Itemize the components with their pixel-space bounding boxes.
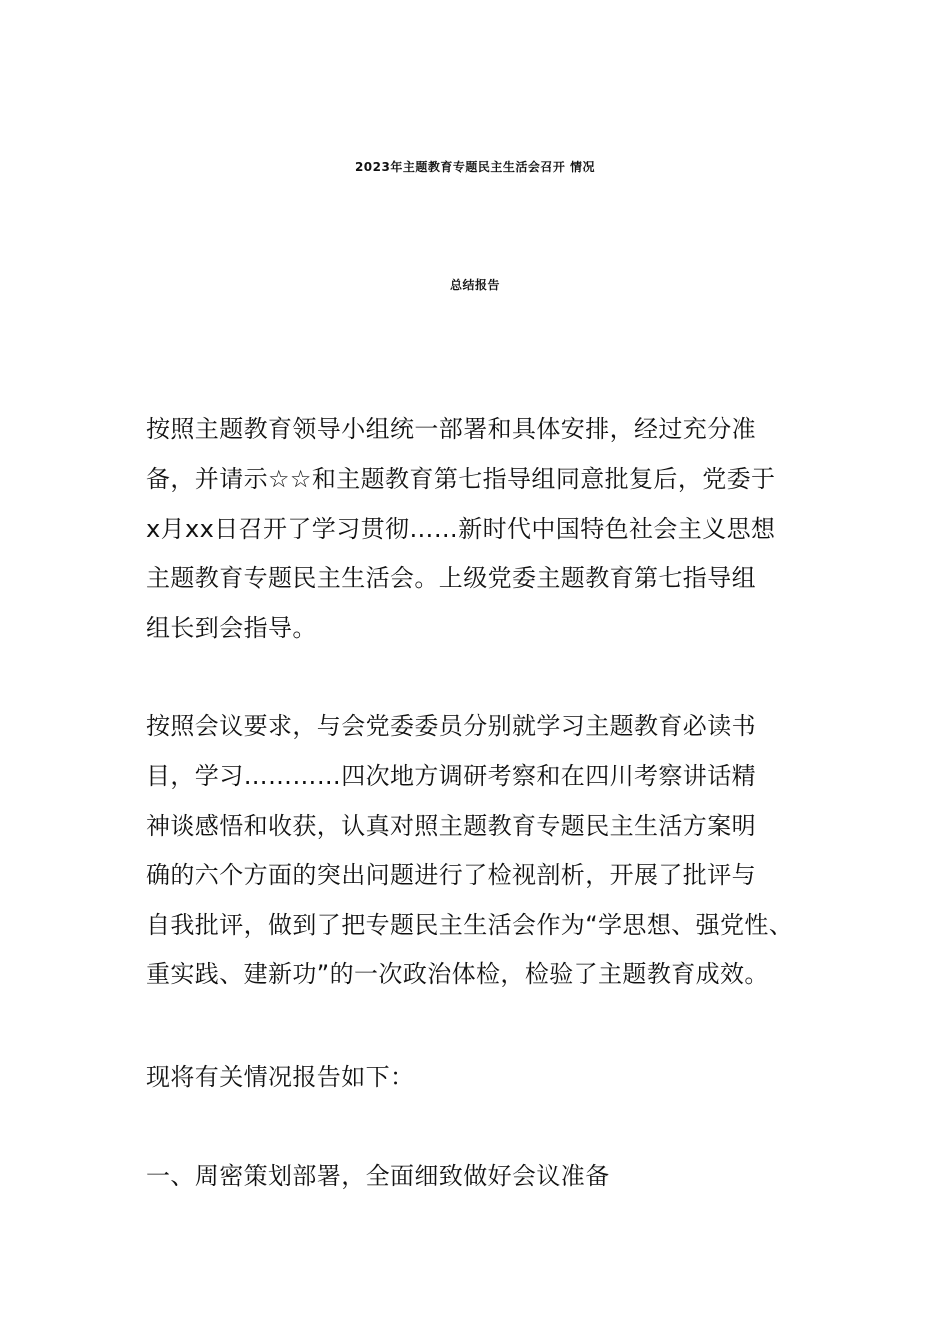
section-1-heading: 一、周密策划部署，全面细致做好会议准备 xyxy=(146,1162,610,1190)
paragraph-2-line: 按照会议要求，与会党委委员分别就学习主题教育必读书 xyxy=(146,712,756,740)
paragraph-1-line: x月xx日召开了学习贯彻……新时代中国特色社会主义思想 xyxy=(146,515,776,543)
paragraph-1-line: 备，并请示☆☆和主题教育第七指导组同意批复后，党委于 xyxy=(146,465,776,493)
paragraph-3: 现将有关情况报告如下： xyxy=(146,1063,415,1091)
paragraph-2-line: 神谈感悟和收获，认真对照主题教育专题民主生活方案明 xyxy=(146,812,756,840)
paragraph-2-line: 自我批评，做到了把专题民主生活会作为“学思想、强党性、 xyxy=(146,911,794,939)
paragraph-1-line: 主题教育专题民主生活会。上级党委主题教育第七指导组 xyxy=(146,564,756,592)
paragraph-1-line: 组长到会指导。 xyxy=(146,614,317,642)
document-title-line-1: 2023年主题教育专题民主生活会召开 情况 xyxy=(354,160,596,174)
document-title-line-2: 总结报告 xyxy=(449,278,500,292)
paragraph-2-line: 目，学习…………四次地方调研考察和在四川考察讲话精 xyxy=(146,762,756,790)
paragraph-2-line: 确的六个方面的突出问题进行了检视剖析，开展了批评与 xyxy=(146,861,756,889)
paragraph-2-line: 重实践、建新功”的一次政治体检，检验了主题教育成效。 xyxy=(146,960,769,988)
paragraph-1-line: 按照主题教育领导小组统一部署和具体安排，经过充分准 xyxy=(146,415,756,443)
